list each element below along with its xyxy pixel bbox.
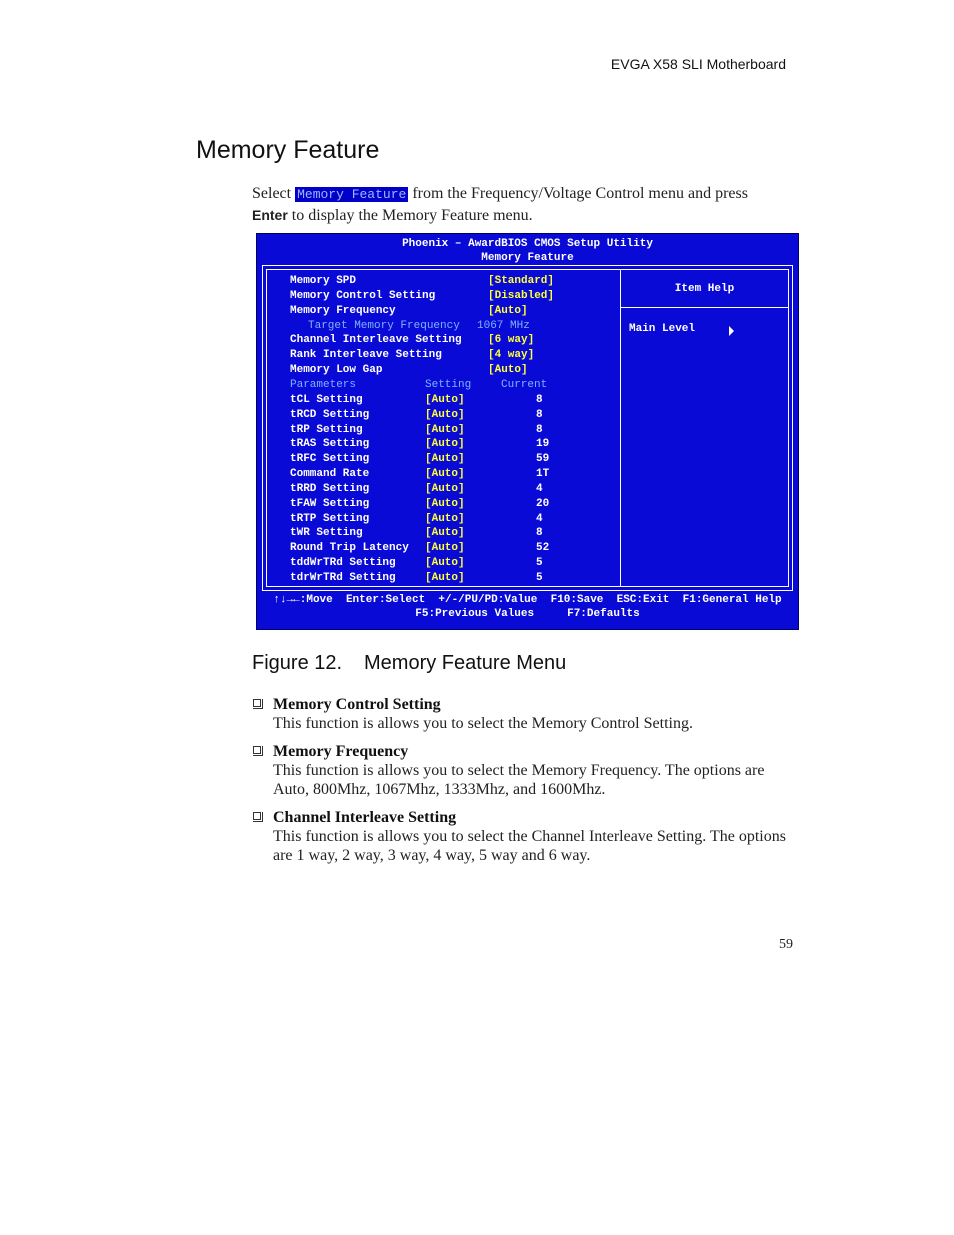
- bullet-list: [252, 695, 797, 874]
- section-title: Memory Feature: [196, 136, 380, 164]
- intro-text-after: from the Frequency/Voltage Control menu and press: [408, 185, 748, 202]
- param-current: 4: [536, 482, 543, 495]
- current-header: Current: [501, 378, 548, 391]
- bullet-text: This function is allows you to select the Memory Control Setting.: [273, 715, 693, 732]
- enter-key-label: Enter: [252, 207, 288, 223]
- param-setting[interactable]: [Auto]: [425, 542, 465, 555]
- param-setting[interactable]: [Auto]: [425, 527, 465, 540]
- bullet-memory-frequency: [252, 742, 797, 799]
- setting-value[interactable]: [Standard]: [488, 275, 555, 287]
- setting-value[interactable]: [Disabled]: [488, 289, 555, 302]
- setting-label[interactable]: Memory SPD: [290, 275, 357, 287]
- checkbox-bullet-icon: [253, 746, 261, 754]
- bios-footer-defaults: F5:Previous Values F7:Defaults: [415, 608, 640, 620]
- bios-title: Phoenix – AwardBIOS CMOS Setup Utility: [402, 238, 653, 250]
- param-current: 4: [536, 512, 543, 525]
- param-setting[interactable]: [Auto]: [425, 423, 465, 436]
- bullet-title: Memory Control Setting: [273, 696, 441, 713]
- help-main-level: Main Level: [629, 323, 696, 335]
- figure-title: Memory Feature Menu: [364, 652, 567, 674]
- param-setting[interactable]: [Auto]: [425, 497, 465, 510]
- setting-value[interactable]: [6 way]: [488, 334, 535, 347]
- param-setting[interactable]: [Auto]: [425, 408, 465, 421]
- param-current: 8: [536, 423, 543, 436]
- param-name[interactable]: tRCD Setting: [290, 408, 370, 421]
- param-name[interactable]: tRRD Setting: [290, 482, 370, 495]
- param-setting[interactable]: [Auto]: [425, 438, 465, 451]
- setting-label[interactable]: Memory Control Setting: [290, 289, 436, 302]
- param-current: 8: [536, 527, 543, 540]
- param-current: 5: [536, 557, 543, 570]
- param-name[interactable]: tddWrTRd Setting: [290, 557, 396, 570]
- param-setting[interactable]: [Auto]: [425, 557, 465, 570]
- figure-number: Figure 12.: [252, 652, 343, 674]
- bullet-title: Channel Interleave Setting: [273, 809, 457, 826]
- bullet-title: Memory Frequency: [273, 743, 409, 760]
- param-name[interactable]: tRP Setting: [290, 423, 363, 436]
- param-name[interactable]: tFAW Setting: [290, 497, 370, 510]
- bios-subtitle: Memory Feature: [481, 252, 574, 264]
- target-frequency-value: 1067 MHz: [477, 319, 530, 332]
- bullet-channel-interleave: [252, 808, 797, 865]
- bios-footer-keys: ↑↓→←:Move Enter:Select +/-/PU/PD:Value F10:Save ESC:Exit F1:General Help: [273, 594, 782, 606]
- param-name[interactable]: tdrWrTRd Setting: [290, 572, 396, 584]
- page-number: 59: [779, 937, 793, 952]
- setting-value[interactable]: [4 way]: [488, 349, 535, 362]
- checkbox-bullet-icon: [253, 699, 261, 707]
- running-header: EVGA X58 SLI Motherboard: [610, 56, 786, 72]
- setting-label[interactable]: Memory Frequency: [290, 304, 396, 317]
- bios-frame: [262, 265, 793, 591]
- item-help-separator: [621, 307, 788, 308]
- bios-inner-frame: [266, 269, 789, 587]
- param-setting[interactable]: [Auto]: [425, 572, 465, 584]
- main-level-arrow-icon: [729, 326, 734, 336]
- intro-text-before: Select: [252, 185, 296, 202]
- param-setting[interactable]: [Auto]: [425, 512, 465, 525]
- param-current: 8: [536, 393, 543, 406]
- param-name[interactable]: tRAS Setting: [290, 438, 370, 451]
- bios-column-divider: [620, 270, 621, 586]
- bullet-text: This function is allows you to select the Memory Frequency. The options are Auto, 800Mhz, 1067Mhz, 1333Mhz, and 1600Mhz.: [273, 762, 765, 798]
- param-setting[interactable]: [Auto]: [425, 468, 465, 481]
- param-current: 1T: [536, 468, 550, 481]
- param-setting[interactable]: [Auto]: [425, 453, 465, 466]
- item-help-title: Item Help: [674, 283, 735, 295]
- param-current: 19: [536, 438, 550, 451]
- bullet-memory-control: [252, 695, 797, 733]
- param-name[interactable]: tRTP Setting: [290, 512, 370, 525]
- param-name[interactable]: tWR Setting: [290, 527, 363, 540]
- setting-value[interactable]: [Auto]: [488, 364, 528, 377]
- param-name[interactable]: Round Trip Latency: [290, 542, 409, 555]
- parameters-header: Parameters: [290, 378, 357, 391]
- setting-header: Setting: [425, 378, 472, 391]
- param-setting[interactable]: [Auto]: [425, 482, 465, 495]
- setting-label[interactable]: Channel Interleave Setting: [290, 334, 462, 347]
- menu-name-highlight: Memory Feature: [297, 187, 407, 202]
- bullet-text: This function is allows you to select the Channel Interleave Setting. The options are 1 way, 2 way, 3 way, 4 way, 5 way and 6 way.: [273, 828, 786, 864]
- setting-value[interactable]: [Auto]: [488, 304, 528, 317]
- param-name[interactable]: Command Rate: [290, 468, 370, 481]
- intro-paragraph: [252, 184, 792, 226]
- checkbox-bullet-icon: [253, 812, 261, 820]
- setting-label[interactable]: Rank Interleave Setting: [290, 349, 442, 362]
- setting-label[interactable]: Memory Low Gap: [290, 364, 383, 377]
- bios-screen: [256, 233, 799, 630]
- param-current: 20: [536, 497, 550, 510]
- param-current: 5: [536, 572, 543, 584]
- param-name[interactable]: tCL Setting: [290, 393, 363, 406]
- param-setting[interactable]: [Auto]: [425, 393, 465, 406]
- param-current: 59: [536, 453, 550, 466]
- param-current: 52: [536, 542, 550, 555]
- intro-text-end: to display the Memory Feature menu.: [287, 207, 533, 224]
- param-current: 8: [536, 408, 543, 421]
- target-frequency-label: Target Memory Frequency: [308, 319, 460, 332]
- figure-caption: [252, 652, 566, 675]
- param-name[interactable]: tRFC Setting: [290, 453, 370, 466]
